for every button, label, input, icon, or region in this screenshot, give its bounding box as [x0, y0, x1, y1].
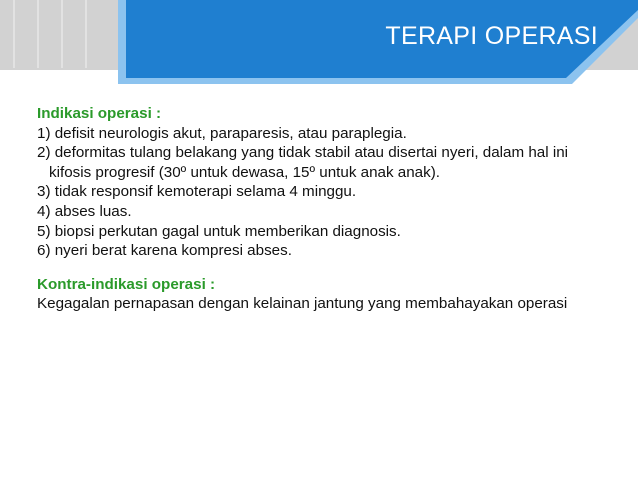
indication-item: 4) abses luas. [37, 202, 132, 220]
indications-heading: Indikasi operasi : [37, 105, 162, 122]
slide-content [37, 104, 607, 314]
slide-title: TERAPI OPERASI [385, 22, 598, 50]
contraindication-item: Kegagalan pernapasan dengan kelainan jantung yang membahayakan operasi [37, 295, 568, 313]
indication-item: 5) biopsi perkutan gagal untuk memberikan diagnosis. [37, 222, 401, 240]
indication-item: 1) defisit neurologis akut, paraparesis, atau paraplegia. [37, 124, 407, 142]
section-spacer [37, 261, 607, 275]
contraindications-heading: Kontra-indikasi operasi : [37, 275, 216, 293]
indication-item: 3) tidak responsif kemoterapi selama 4 minggu. [37, 183, 357, 201]
indication-item: 6) nyeri berat karena kompresi abses. [37, 242, 292, 260]
indication-item: 2) deformitas tulang belakang yang tidak stabil atau disertai nyeri, dalam hal ini kifosis progresif (30º untuk dewasa, 15º untuk anak anak). [37, 144, 569, 181]
